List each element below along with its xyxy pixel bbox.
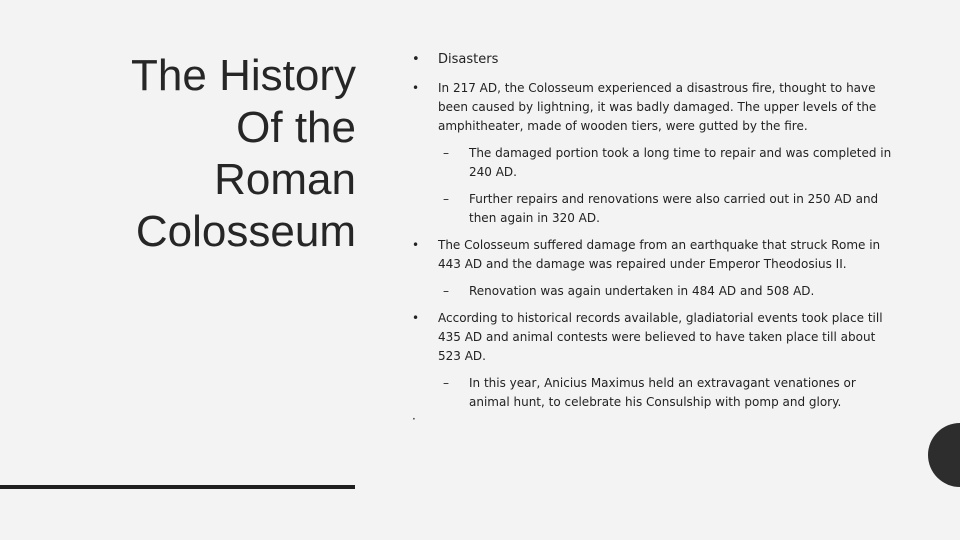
slide-body	[412, 50, 892, 426]
dash-marker: –	[443, 192, 449, 206]
bullet-heading	[412, 50, 892, 69]
sub-bullet-text: The damaged portion took a long time to repair and was completed in 240 AD.	[469, 146, 892, 179]
dash-marker: –	[443, 284, 449, 298]
title-line: Of the	[236, 103, 356, 152]
title-underline-rule	[0, 485, 355, 489]
bullet-text: The Colosseum suffered damage from an earthquake that struck Rome in 443 AD and the damage was repaired under Emperor Theodosius II.	[438, 238, 881, 271]
bullet-text: According to historical records available, gladiatorial events took place till 435 AD and animal contests were believed to have taken place till about 523 AD.	[438, 311, 883, 363]
title-line: Roman	[214, 155, 356, 204]
bullet-marker: •	[412, 81, 420, 95]
bullet-marker: •	[412, 311, 420, 325]
empty-bullet-marker: ·	[412, 412, 416, 426]
sub-bullet-item	[412, 190, 892, 228]
sub-bullet-item	[412, 282, 892, 301]
bullet-marker: •	[412, 238, 420, 252]
bullet-item	[412, 79, 892, 136]
slide-title	[60, 50, 356, 258]
sub-bullet-text: Renovation was again undertaken in 484 AD and 508 AD.	[469, 284, 815, 298]
sub-bullet-text: Further repairs and renovations were also carried out in 250 AD and then again in 320 AD.	[469, 192, 879, 225]
title-line: Colosseum	[135, 207, 356, 256]
dash-marker: –	[443, 146, 449, 160]
bullet-item	[412, 309, 892, 366]
sub-bullet-text: In this year, Anicius Maximus held an extravagant venationes or animal hunt, to celebrate his Consulship with pomp and glory.	[469, 376, 856, 409]
dash-marker: –	[443, 376, 449, 390]
bullet-marker: •	[412, 52, 420, 67]
title-line: The History	[131, 51, 356, 100]
bullet-item	[412, 236, 892, 274]
decorative-circle	[928, 423, 960, 487]
sub-bullet-item	[412, 374, 892, 412]
heading-text: Disasters	[438, 52, 499, 67]
bullet-text: In 217 AD, the Colosseum experienced a disastrous fire, thought to have been caused by lightning, it was badly damaged. The upper levels of the amphitheater, made of wooden tiers, were gutted by the fire.	[438, 81, 877, 133]
sub-bullet-item	[412, 144, 892, 182]
